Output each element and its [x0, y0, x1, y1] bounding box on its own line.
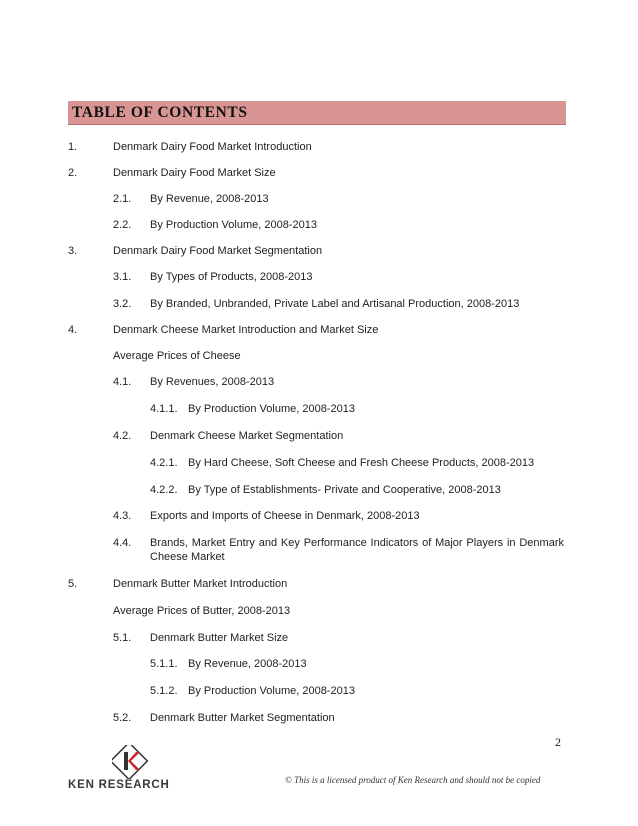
entry-text: By Production Volume, 2008-2013 — [150, 219, 317, 231]
entry-text: Denmark Butter Market Segmentation — [150, 712, 335, 724]
entry-number: 3.1. — [113, 271, 132, 283]
entry-text: Denmark Butter Market Size — [150, 632, 289, 644]
entry-text: By Type of Establishments- Private and Cooperative, 2008-2013 — [188, 484, 501, 496]
entry-text: Denmark Butter Market Introduction — [113, 578, 288, 590]
entry-text: By Hard Cheese, Soft Cheese and Fresh Cheese Products, 2008-2013 — [188, 457, 535, 469]
entry-number: 5.1. — [113, 632, 132, 644]
entry-text: Exports and Imports of Cheese in Denmark, 2008-2013 — [150, 510, 420, 522]
entry-number: 3.2. — [113, 298, 132, 310]
entry-number: 5.1.1. — [150, 658, 178, 670]
entry-number: 5.2. — [113, 712, 132, 724]
entry-text: By Branded, Unbranded, Private Label and Artisanal Production, 2008-2013 — [150, 298, 520, 310]
entry-text: By Types of Products, 2008-2013 — [150, 271, 313, 283]
entry-number: 5.1.2. — [150, 685, 178, 697]
logo-text: KEN RESEARCH — [68, 779, 170, 791]
entry-text: Average Prices of Cheese — [113, 350, 241, 362]
entry-number: 3. — [68, 245, 78, 257]
entry-text: By Production Volume, 2008-2013 — [188, 403, 355, 415]
entry-text: Denmark Dairy Food Market Size — [113, 167, 276, 179]
entry-number: 4.2. — [113, 430, 132, 442]
entry-text: By Revenue, 2008-2013 — [188, 658, 307, 670]
entry-number: 4.4. — [113, 537, 132, 549]
entry-number: 4. — [68, 324, 78, 336]
entry-number: 2.1. — [113, 193, 132, 205]
entry-number: 4.1. — [113, 376, 132, 388]
entry-text: By Revenue, 2008-2013 — [150, 193, 269, 205]
ken-research-logo-icon — [112, 745, 152, 779]
entry-number: 5. — [68, 578, 78, 590]
ken-research-logo — [68, 745, 188, 795]
entry-text: Denmark Cheese Market Introduction and Market Size — [113, 324, 379, 336]
toc-header-band — [68, 101, 566, 125]
entry-number: 4.2.2. — [150, 484, 178, 496]
toc-entry[interactable] — [0, 536, 638, 566]
entry-number: 4.1.1. — [150, 403, 178, 415]
entry-text: Brands, Market Entry and Key Performance Indicators of Major Players in Denmark Cheese Market — [150, 537, 564, 563]
entry-text: Denmark Dairy Food Market Segmentation — [113, 245, 323, 257]
page-number: 2 — [555, 735, 561, 749]
entry-number: 4.2.1. — [150, 457, 178, 469]
entry-text: Denmark Dairy Food Market Introduction — [113, 141, 312, 153]
entry-number: 1. — [68, 141, 78, 153]
entry-text: Denmark Cheese Market Segmentation — [150, 430, 344, 442]
entry-text: By Revenues, 2008-2013 — [150, 376, 275, 388]
copyright-notice: © This is a licensed product of Ken Research and should not be copied — [285, 775, 541, 785]
entry-number: 4.3. — [113, 510, 132, 522]
entry-number: 2. — [68, 167, 78, 179]
entry-text: By Production Volume, 2008-2013 — [188, 685, 355, 697]
entry-text: Average Prices of Butter, 2008-2013 — [113, 605, 291, 617]
entry-number: 2.2. — [113, 219, 132, 231]
toc-title: TABLE OF CONTENTS — [72, 104, 248, 121]
